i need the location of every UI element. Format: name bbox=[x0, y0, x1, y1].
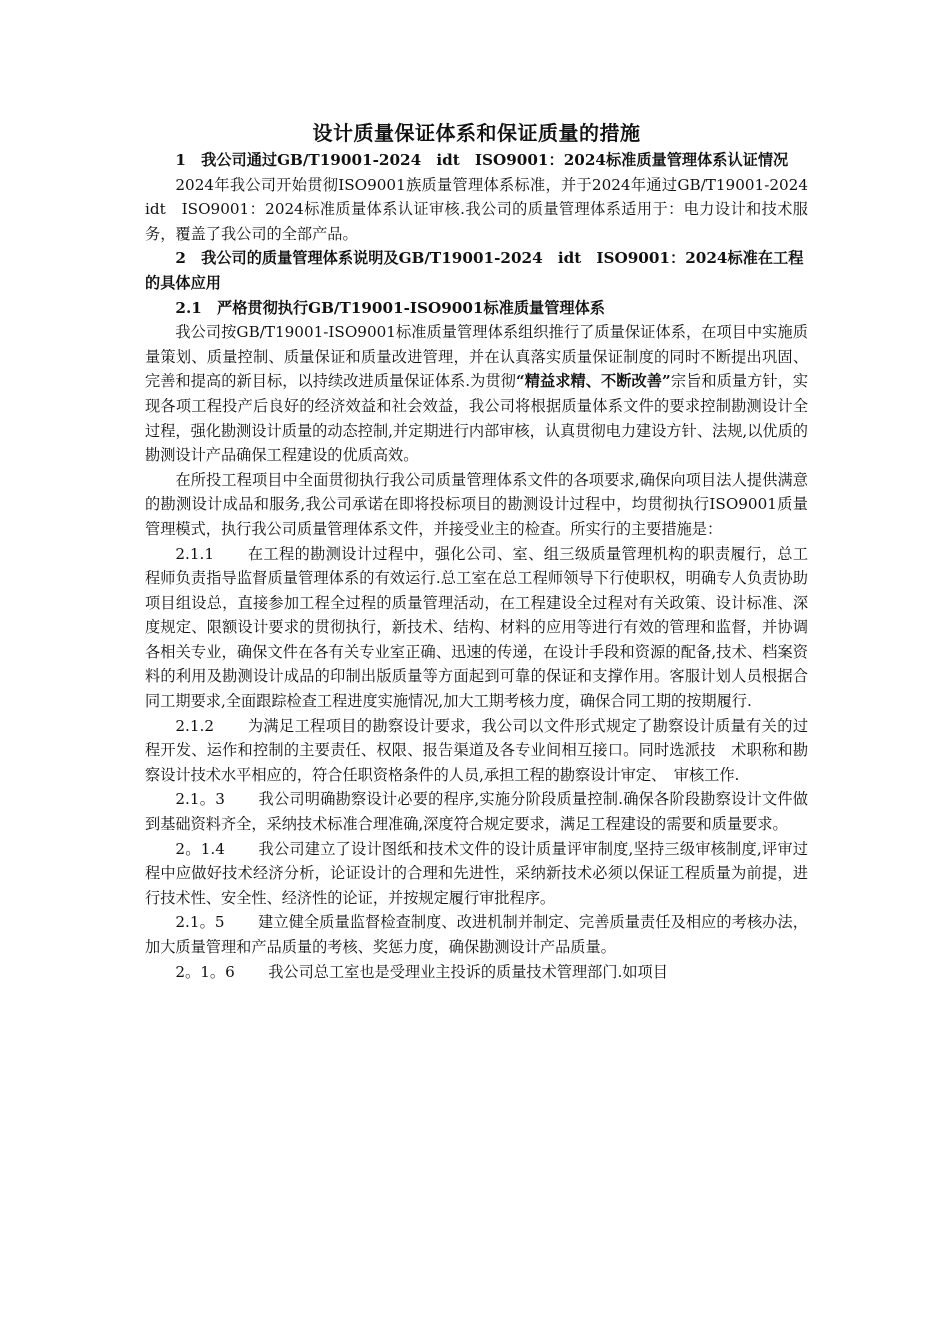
item-text: 我公司总工室也是受理业主投诉的质量技术管理部门.如项目 bbox=[268, 962, 668, 981]
paragraph-text: 宗旨和质量方针，实现各项工程投产后良好的经济效益和社会效益，我公司将根据质量体系文件的要求控制勘测设计全过程，强化勘测设计质量的动态控制,并定期进行内部审核，认真贯彻电力建设方针、法规,以优质的勘测设计产品确保工程建设的优质高效。 bbox=[145, 372, 809, 465]
item-2-1-4 bbox=[145, 837, 808, 911]
item-text: 建立健全质量监督检查制度、改进机制并制定、完善质量责任及相应的考核办法，加大质量管理和产品质量的考核、奖惩力度，确保勘测设计产品质量。 bbox=[145, 913, 808, 956]
item-number: 2.1.1 bbox=[175, 544, 215, 563]
item-text: 在工程的勘测设计过程中，强化公司、室、组三级质量管理机构的职责履行，总工程师负责指导监督质量管理体系的有效运行.总工室在总工程师领导下行使职权，明确专人负责协助项目组设总，直接参加工程全过程的质量管理活动，在工程建设全过程对有关政策、设计标准、深度规定、限额设计要求的贯彻执行，新技术、结构、材料的应用等进行有效的管理和监督，并协调各相关专业，确保文件在各有关专业室正确、迅速的传递，在设计手段和资源的配备,技术、档案资料的利用及勘测设计成品的印制出版质量等方面起到可靠的保证和支撑作用。客服计划人员根据合同工期要求,全面跟踪检查工程进度实施情况,加大工期考核力度，确保合同工期的按期履行. bbox=[145, 544, 808, 711]
item-number: 2.1。5 bbox=[175, 913, 225, 932]
paragraph-text: 我公司按GB/T19001-ISO9001标准质量管理体系组织推行了质量保证体系，在项目中实施质量策划、质量控制、质量保证和质量改进管理，并在认真落实质量保证制度的同时不断提出巩固、完善和提高的新目标，以持续改进质量保证体系.为贯彻 bbox=[145, 323, 808, 391]
item-2-1-3 bbox=[145, 787, 808, 836]
section-2-1-heading: 2.1 严格贯彻执行GB/T19001-ISO9001标准质量管理体系 bbox=[175, 298, 605, 317]
item-number: 2。1。6 bbox=[175, 962, 235, 981]
section-2-1-paragraph-1 bbox=[145, 320, 808, 468]
item-2-1-5 bbox=[145, 910, 808, 959]
item-number: 2。1.4 bbox=[175, 839, 225, 858]
section-2-1-paragraph-2: 在所投工程项目中全面贯彻执行我公司质量管理体系文件的各项要求,确保向项目法人提供满意的勘测设计成品和服务,我公司承诺在即将投标项目的勘测设计过程中，均贯彻执行ISO9001质量管理模式，执行我公司质量管理体系文件，并接受业主的检查。所实行的主要措施是： bbox=[145, 470, 808, 538]
item-2-1-1 bbox=[145, 542, 808, 714]
item-2-1-6 bbox=[145, 960, 808, 985]
section-1-paragraph: 2024年我公司开始贯彻ISO9001族质量管理体系标准，并于2024年通过GB/T19001-2024 idt ISO9001：2024标准质量体系认证审核.我公司的质量管理体系适用于：电力设计和技术服务，覆盖了我公司的全部产品。 bbox=[145, 175, 824, 243]
item-number: 2.1.2 bbox=[175, 716, 215, 735]
item-number: 2.1。3 bbox=[175, 790, 225, 809]
motto-emphasis: “精益求精、不断改善” bbox=[515, 372, 671, 391]
section-2-heading: 2 我公司的质量管理体系说明及GB/T19001-2024 idt ISO9001：2024标准在工程的具体应用 bbox=[145, 249, 804, 292]
item-text: 为满足工程项目的勘察设计要求，我公司以文件形式规定了勘察设计质量有关的过程开发、运作和控制的主要责任、权限、报告渠道及各专业间相互接口。同时选派技 术职称和勘察设计技术水平相应的，符合任职资格条件的人员,承担工程的勘察设计审定、 审核工作. bbox=[145, 716, 808, 784]
item-text: 我公司建立了设计图纸和技术文件的设计质量评审制度,坚持三级审核制度,评审过程中应做好技术经济分析，论证设计的合理和先进性，采纳新技术必须以保证工程质量为前提，进行技术性、安全性、经济性的论证，并按规定履行审批程序。 bbox=[145, 839, 808, 907]
document-title: 设计质量保证体系和保证质量的措施 bbox=[312, 121, 641, 145]
item-2-1-2 bbox=[145, 714, 808, 788]
section-1-heading: 1 我公司通过GB/T19001-2024 idt ISO9001：2024标准质量管理体系认证情况 bbox=[175, 151, 789, 169]
item-text: 我公司明确勘察设计必要的程序,实施分阶段质量控制.确保各阶段勘察设计文件做到基础资料齐全，采纳技术标准合理准确,深度符合规定要求，满足工程建设的需要和质量要求。 bbox=[145, 790, 808, 834]
